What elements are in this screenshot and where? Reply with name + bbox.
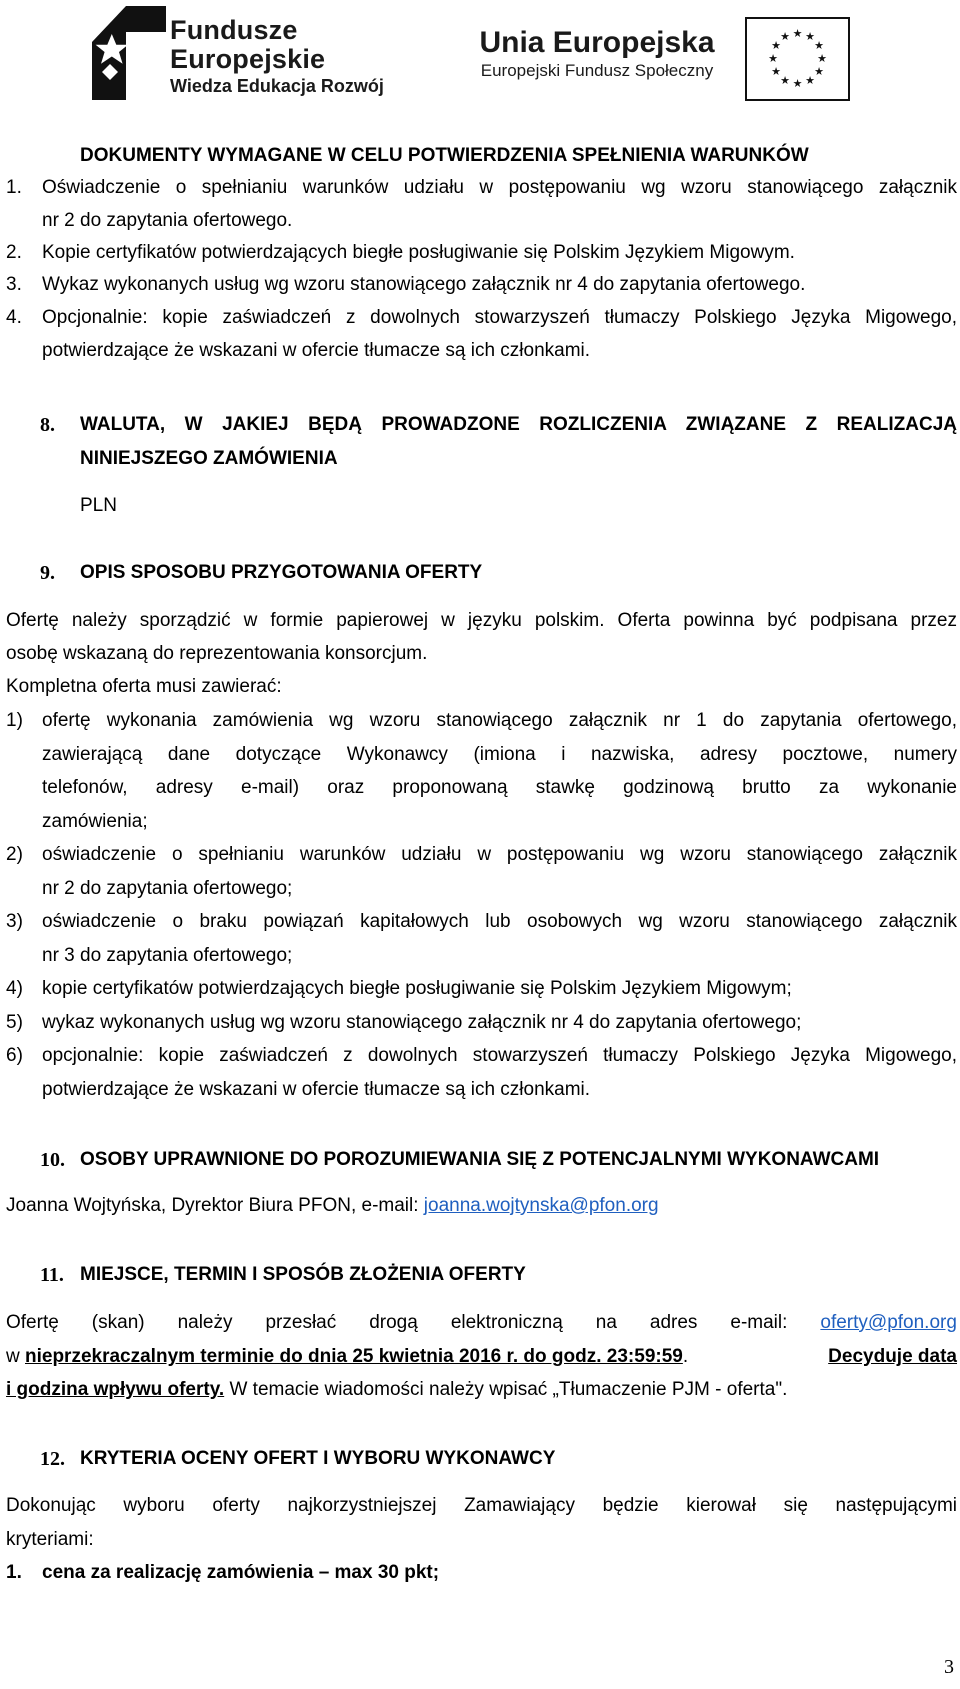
contact-person: Joanna Wojtyńska, Dyrektor Biura PFON, e-mail: (6, 1195, 424, 1216)
section-8-title-line1: WALUTA, W JAKIEJ BĘDĄ PROWADZONE ROZLICZENIA ZWIĄZANE Z REALIZACJĄ (80, 414, 957, 435)
section-12-title: KRYTERIA OCENY OFERT I WYBORU WYKONAWCY (80, 1448, 556, 1469)
section-11-word: adres (649, 1312, 698, 1333)
fe-star-emblem-icon (88, 2, 168, 102)
offer-item-number: 5) (6, 1012, 23, 1033)
offer-item-text: wykaz wykonanych usług wg wzoru stanowiącego załącznik nr 4 do zapytania ofertowego; (42, 1012, 802, 1033)
section-11-word: należy (177, 1312, 233, 1333)
fe-logo-line1: Fundusze (170, 15, 298, 45)
section-9-intro: Kompletna oferta musi zawierać: (6, 676, 282, 697)
document-item-number: 4. (6, 307, 22, 328)
contact-email-link[interactable]: joanna.wojtynska@pfon.org (423, 1195, 659, 1216)
section-9-title: OPIS SPOSOBU PRZYGOTOWANIA OFERTY (80, 562, 483, 583)
offer-item-text: zawierającą dane dotyczące Wykonawcy (imiona i nazwiska, adresy pocztowe, numery (42, 744, 957, 765)
offer-item-text: nr 2 do zapytania ofertowego; (42, 878, 293, 899)
deadline-dot: . (682, 1346, 689, 1367)
svg-text:★: ★ (817, 52, 827, 65)
document-item-number: 1. (6, 177, 22, 198)
svg-text:★: ★ (814, 39, 824, 52)
page-number: 3 (944, 1656, 954, 1678)
section-11-line2-main (6, 1345, 688, 1369)
section-11-word: na (595, 1312, 617, 1333)
svg-text:★: ★ (805, 30, 815, 43)
svg-text:★: ★ (771, 39, 781, 52)
offer-item-number: 1) (6, 710, 23, 731)
section-9-paragraph-line2: osobę wskazaną do reprezentowania konsorcjum. (6, 643, 428, 664)
section-8-currency: PLN (80, 495, 117, 516)
offer-item-text: opcjonalnie: kopie zaświadczeń z dowolnych stowarzyszeń tłumaczy Polskiego Języka Migowego, (42, 1045, 957, 1066)
ue-logo-line2: Europejski Fundusz Społeczny (480, 61, 714, 80)
section-8-number: 8. (40, 414, 55, 436)
section-11-title: MIEJSCE, TERMIN I SPOSÓB ZŁOŻENIA OFERTY (80, 1264, 526, 1285)
eu-flag-icon (745, 17, 850, 101)
offer-item-number: 3) (6, 911, 23, 932)
document-item-text: Wykaz wykonanych usług wg wzoru stanowiącego załącznik nr 4 do zapytania ofertowego. (42, 274, 806, 295)
document-item-number: 2. (6, 242, 22, 263)
section-11-word: elektroniczną (450, 1312, 563, 1333)
section-12-paragraph-line2: kryteriami: (6, 1529, 94, 1550)
section-9-number: 9. (40, 562, 55, 584)
decides-text-part1: Decyduje data (828, 1346, 957, 1367)
svg-text:★: ★ (814, 65, 824, 78)
section-10-number: 10. (40, 1149, 65, 1171)
fe-logo-line3: Wiedza Edukacja Rozwój (170, 76, 384, 96)
document-item-text: potwierdzające że wskazani w ofercie tłumacze są ich członkami. (42, 340, 591, 361)
offer-item-text: oświadczenie o spełnianiu warunków udziału w postępowaniu wg wzoru stanowiącego załącznik (42, 844, 957, 865)
section-11-line3 (6, 1378, 787, 1402)
offer-item-text: oświadczenie o braku powiązań kapitałowych lub osobowych wg wzoru stanowiącego załącznik (42, 911, 957, 932)
deadline-text: nieprzekraczalnym terminie do dnia 25 kwietnia 2016 r. do godz. 23:59:59 (25, 1346, 683, 1367)
section-11-number: 11. (40, 1264, 64, 1286)
email-subject-note: W temacie wiadomości należy wpisać „Tłumaczenie PJM - oferta". (224, 1379, 788, 1400)
svg-text:★: ★ (792, 77, 803, 90)
offer-item-number: 2) (6, 844, 23, 865)
offer-item-text: potwierdzające że wskazani w ofercie tłumacze są ich członkami. (42, 1079, 591, 1100)
section-12-number: 12. (40, 1448, 65, 1470)
criterion-1-number: 1. (6, 1562, 22, 1583)
document-item-text: nr 2 do zapytania ofertowego. (42, 210, 293, 231)
section-11-line2 (6, 1345, 957, 1369)
section-12-paragraph-line1: Dokonując wyboru oferty najkorzystniejszej Zamawiający będzie kierował się następującymi (6, 1495, 957, 1516)
unia-europejska-logo (462, 26, 732, 82)
section-8-title-line2: NINIEJSZEGO ZAMÓWIENIA (80, 448, 338, 469)
svg-text:★: ★ (768, 52, 778, 65)
offer-item-text: kopie certyfikatów potwierdzających biegłe posługiwanie się Polskim Językiem Migowym; (42, 978, 792, 999)
section-11-word: drogą (369, 1312, 418, 1333)
section-11-word: przesłać (265, 1312, 337, 1333)
criterion-1-text: cena za realizację zamówienia – max 30 pkt; (42, 1562, 440, 1583)
section-11-line1 (6, 1311, 957, 1335)
svg-text:★: ★ (780, 74, 790, 87)
section-11-word: Ofertę (6, 1312, 59, 1333)
offer-item-number: 4) (6, 978, 23, 999)
fe-logo-line2: Europejskie (170, 44, 326, 74)
offer-item-number: 6) (6, 1045, 23, 1066)
fundusze-europejskie-logo (88, 2, 418, 102)
offer-item-text: telefonów, adresy e-mail) oraz proponowaną stawkę godzinową brutto za wykonanie (42, 777, 957, 798)
offer-item-text: nr 3 do zapytania ofertowego; (42, 945, 293, 966)
document-item-text: Kopie certyfikatów potwierdzających biegłe posługiwanie się Polskim Językiem Migowym. (42, 242, 795, 263)
prefix-w: w (6, 1346, 25, 1367)
section-11-word: (skan) (91, 1312, 145, 1333)
document-item-number: 3. (6, 274, 22, 295)
decides-text-part2: i godzina wpływu oferty. (6, 1379, 225, 1400)
section-11-word: e-mail: (730, 1312, 788, 1333)
offer-item-text: ofertę wykonania zamówienia wg wzoru stanowiącego załącznik nr 1 do zapytania ofertowego, (42, 710, 957, 731)
section-10-title: OSOBY UPRAWNIONE DO POROZUMIEWANIA SIĘ Z POTENCJALNYMI WYKONAWCAMI (80, 1149, 880, 1170)
section-10-contact (6, 1194, 659, 1218)
document-item-text: Oświadczenie o spełnianiu warunków udziału w postępowaniu wg wzoru stanowiącego załącznik (42, 177, 957, 198)
offer-email-link[interactable]: oferty@pfon.org (820, 1312, 957, 1333)
svg-text:★: ★ (780, 30, 790, 43)
svg-text:★: ★ (805, 74, 815, 87)
offer-item-text: zamówienia; (42, 811, 148, 832)
documents-heading: DOKUMENTY WYMAGANE W CELU POTWIERDZENIA SPEŁNIENIA WARUNKÓW (80, 145, 809, 166)
ue-logo-line1: Unia Europejska (479, 26, 715, 59)
section-9-paragraph-line1: Ofertę należy sporządzić w formie papierowej w języku polskim. Oferta powinna być podpisana przez (6, 610, 957, 631)
svg-text:★: ★ (792, 27, 803, 40)
fe-logo-text (170, 16, 384, 98)
svg-text:★: ★ (771, 65, 781, 78)
document-item-text: Opcjonalnie: kopie zaświadczeń z dowolnych stowarzyszeń tłumaczy Polskiego Języka Migowego, (42, 307, 957, 328)
